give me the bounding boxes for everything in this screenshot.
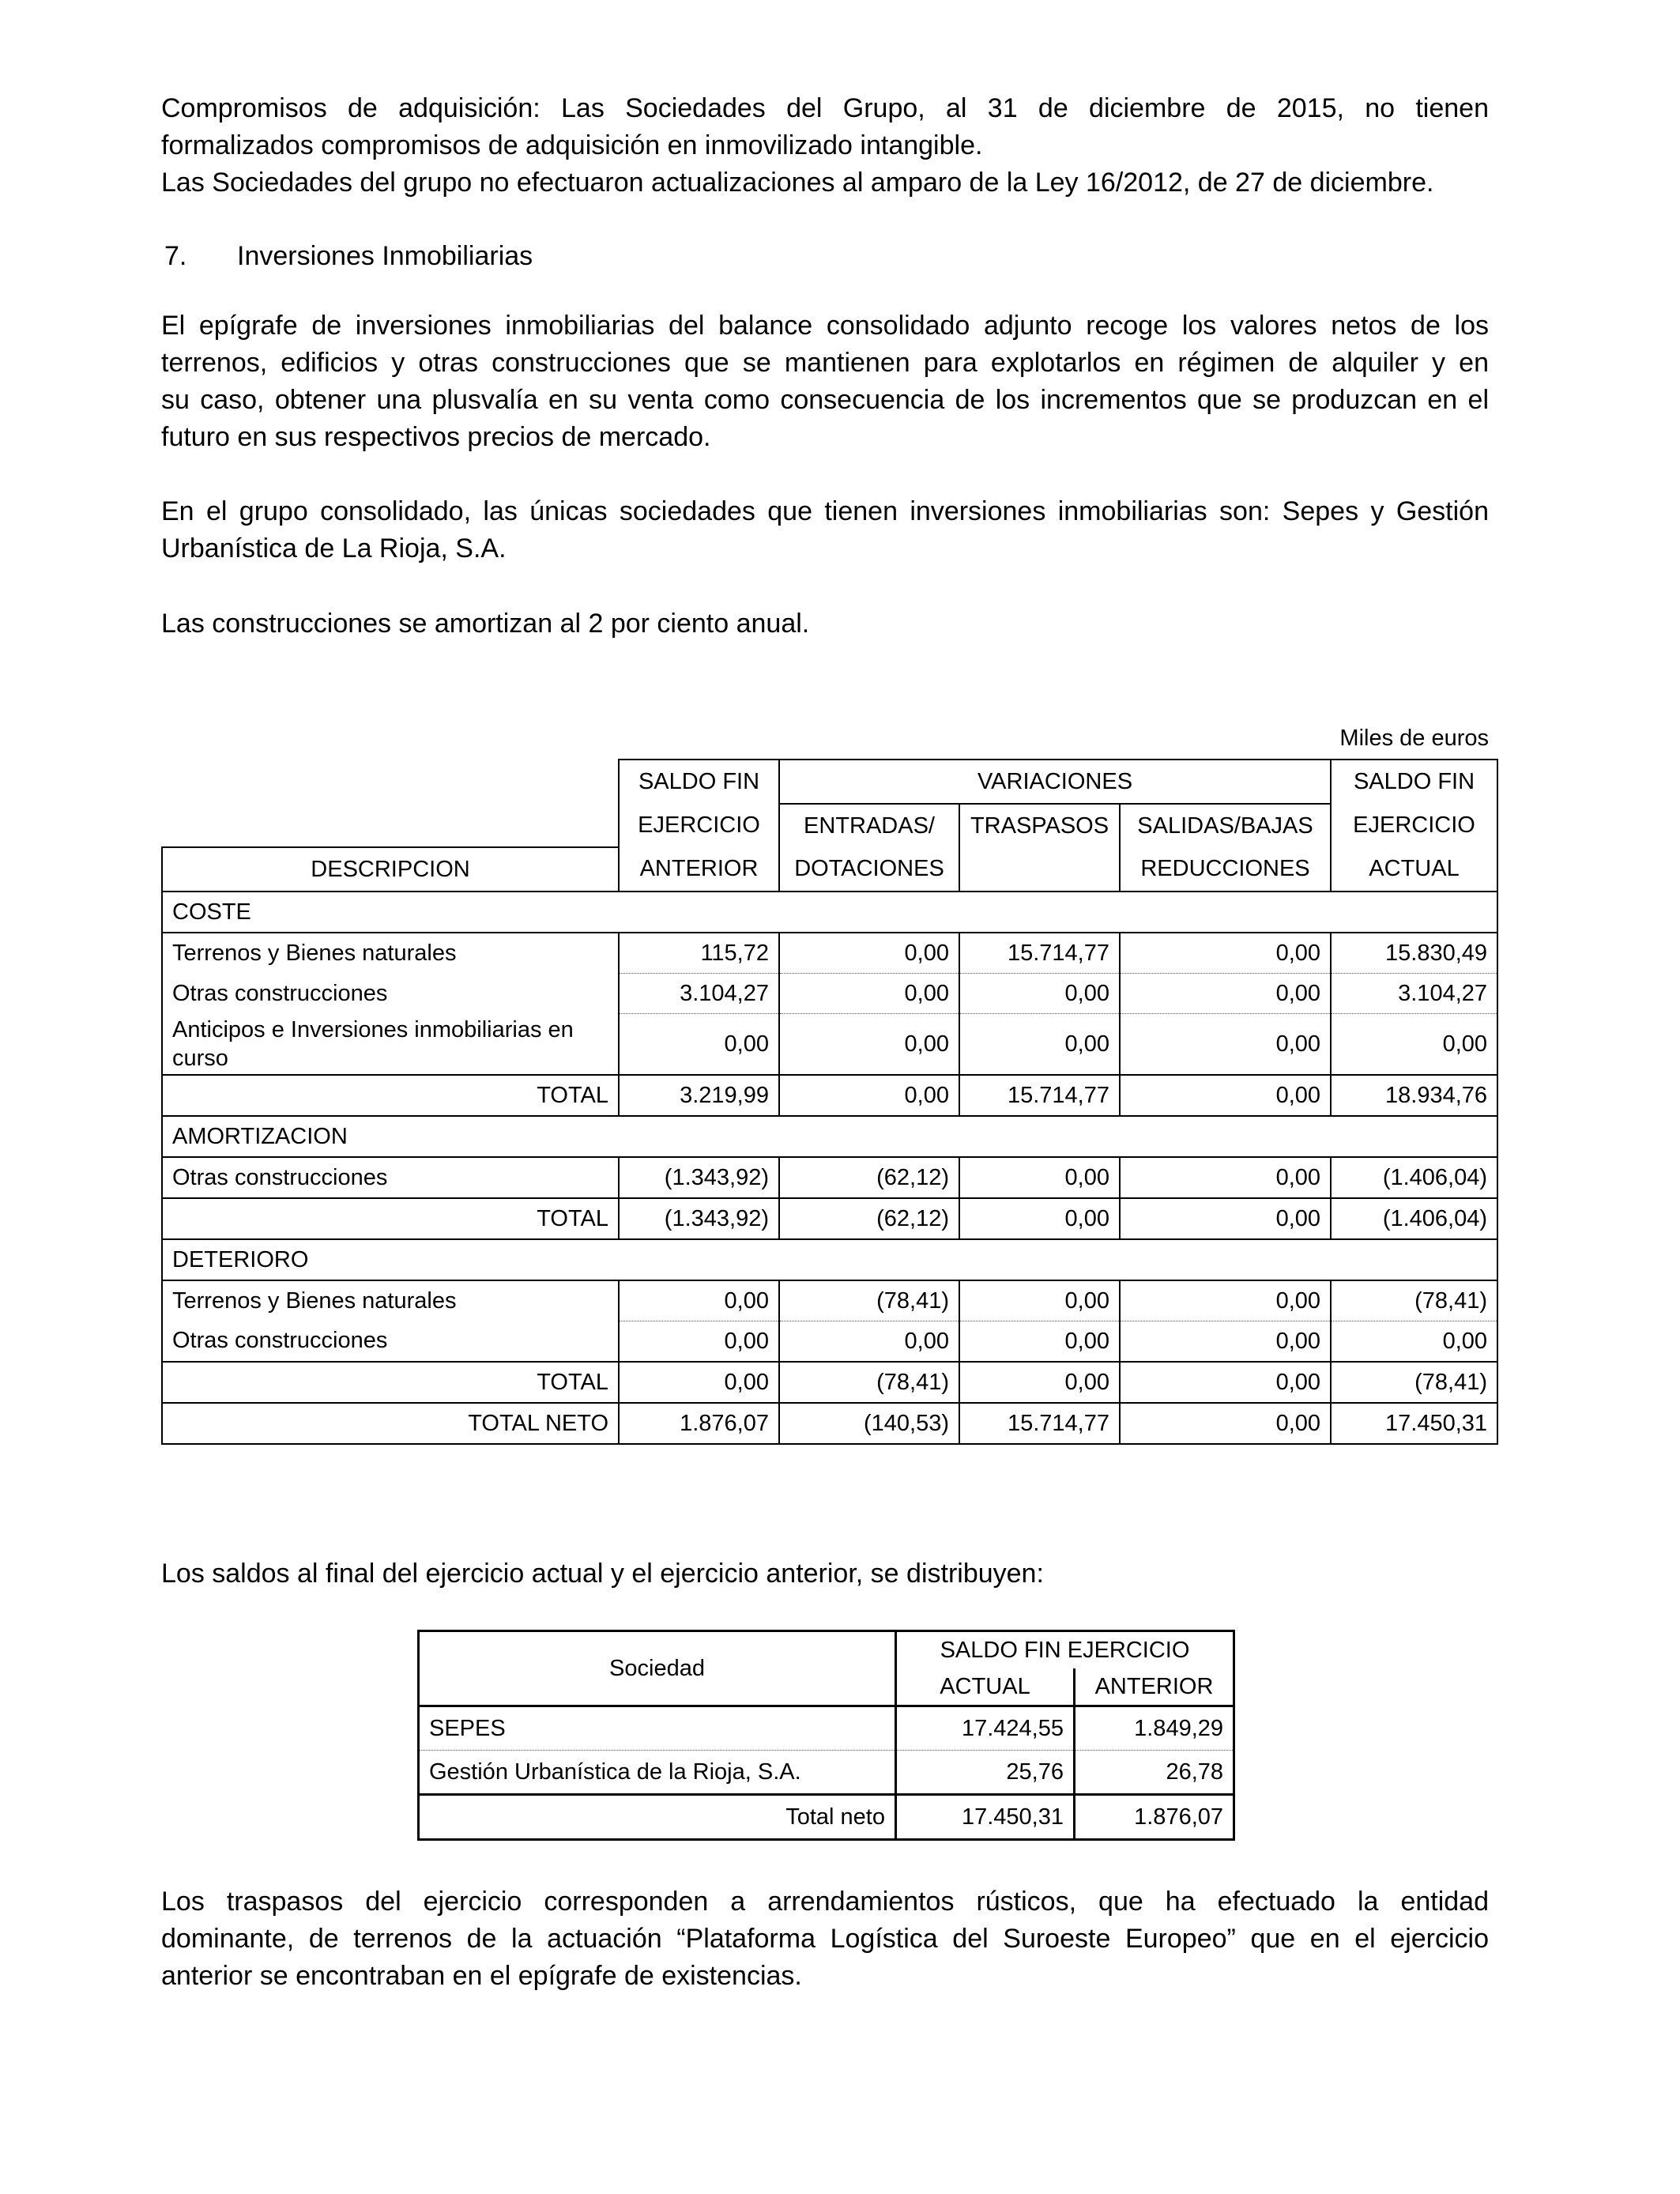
value-cell: (62,12) (779, 1198, 959, 1239)
value-cell: 0,00 (779, 1014, 959, 1076)
units-label: Miles de euros (1339, 726, 1489, 751)
value-cell: 0,00 (1120, 1321, 1331, 1363)
paragraph-line: Los traspasos del ejercicio corresponden a arrendamientos rústicos, que ha efectuado la entidad (161, 1887, 1489, 1917)
value-cell: 15.830,49 (1331, 933, 1497, 974)
paragraph-line: terrenos, edificios y otras construcciones que se mantienen para explotarlos en régimen de alquiler y en (161, 348, 1489, 378)
value-cell: 0,00 (619, 1014, 779, 1076)
paragraph-companies (161, 493, 1489, 567)
value-cell: 0,00 (1120, 933, 1331, 974)
value-cell: (78,41) (1331, 1280, 1497, 1321)
paragraph-line: Los saldos al final del ejercicio actual y el ejercicio anterior, se distribuyen: (161, 1559, 1044, 1589)
header-entradas: ENTRADAS/ (779, 804, 959, 847)
paragraph-line: su caso, obtener una plusvalía en su venta como consecuencia de los incrementos que se produzcan en el (161, 385, 1489, 415)
value-cell: 3.104,27 (619, 974, 779, 1014)
value-cell: 17.424,55 (896, 1706, 1075, 1751)
value-cell: 0,00 (959, 1157, 1120, 1198)
value-cell: 0,00 (1120, 1280, 1331, 1321)
header-ejercicio: EJERCICIO (1331, 804, 1497, 847)
value-cell: 0,00 (1120, 1362, 1331, 1403)
row-description: Terrenos y Bienes naturales (162, 1280, 619, 1321)
value-cell: 0,00 (1331, 1014, 1497, 1076)
value-cell: 0,00 (1120, 974, 1331, 1014)
value-cell: 1.849,29 (1075, 1706, 1234, 1751)
header-actual: ACTUAL (1331, 847, 1497, 892)
paragraph-line: futuro en sus respectivos precios de mercado. (161, 422, 711, 452)
value-cell: 0,00 (959, 974, 1120, 1014)
table-row (419, 1751, 1234, 1795)
value-cell: 25,76 (896, 1751, 1075, 1795)
value-cell: (1.406,04) (1331, 1198, 1497, 1239)
value-cell: 0,00 (619, 1280, 779, 1321)
value-cell: 15.714,77 (959, 933, 1120, 974)
value-cell: 0,00 (1120, 1403, 1331, 1444)
value-cell: 17.450,31 (1331, 1403, 1497, 1444)
value-cell: 15.714,77 (959, 1403, 1120, 1444)
row-description: Anticipos e Inversiones inmobiliarias en curso (162, 1014, 619, 1076)
value-cell: 0,00 (959, 1198, 1120, 1239)
header-anterior: ANTERIOR (1075, 1668, 1234, 1706)
header-dotaciones: DOTACIONES (779, 847, 959, 892)
value-cell: 26,78 (1075, 1751, 1234, 1795)
header-variaciones: VARIACIONES (779, 760, 1331, 804)
value-cell: 3.104,27 (1331, 974, 1497, 1014)
value-cell: 18.934,76 (1331, 1075, 1497, 1116)
table-row (162, 974, 1497, 1014)
header-descripcion: DESCRIPCION (162, 847, 619, 892)
table-row (419, 1706, 1234, 1751)
value-cell: 0,00 (619, 1362, 779, 1403)
total-neto-row (162, 1403, 1497, 1444)
intro-paragraph (161, 90, 1489, 202)
value-cell: 0,00 (779, 1075, 959, 1116)
value-cell: 0,00 (619, 1321, 779, 1363)
value-cell: (1.406,04) (1331, 1157, 1497, 1198)
header-traspasos: TRASPASOS (959, 804, 1120, 847)
section-label-coste: COSTE (162, 892, 1497, 933)
table-row (162, 1280, 1497, 1321)
header-salidas: SALIDAS/BAJAS (1120, 804, 1331, 847)
header-saldo-fin-ejercicio: SALDO FIN EJERCICIO (896, 1631, 1234, 1669)
header-saldo-fin-anterior: SALDO FIN (619, 760, 779, 804)
table-row (162, 1157, 1497, 1198)
value-cell: 0,00 (779, 1321, 959, 1363)
value-cell: 0,00 (779, 974, 959, 1014)
company-name: Gestión Urbanística de la Rioja, S.A. (429, 1759, 801, 1785)
total-row (162, 1198, 1497, 1239)
header-actual: ACTUAL (896, 1668, 1075, 1706)
row-description: Otras construcciones (162, 974, 619, 1014)
header-reducciones: REDUCCIONES (1120, 847, 1331, 892)
table-row (162, 1321, 1497, 1363)
table-row (162, 1014, 1497, 1076)
intro-line: Las Sociedades del grupo no efectuaron actualizaciones al amparo de la Ley 16/2012, de 27 de diciembre. (161, 168, 1434, 198)
paragraph-distribution (161, 1555, 1489, 1593)
total-neto-label: TOTAL NETO (162, 1403, 619, 1444)
total-row (162, 1075, 1497, 1116)
value-cell: 0,00 (1331, 1321, 1497, 1363)
row-description: Otras construcciones (162, 1321, 619, 1363)
paragraph-line: Las construcciones se amortizan al 2 por ciento anual. (161, 609, 810, 639)
paragraph-traspasos (161, 1883, 1489, 1995)
value-cell: 115,72 (619, 933, 779, 974)
paragraph-amortization (161, 605, 1489, 643)
value-cell: 0,00 (1120, 1157, 1331, 1198)
table-row (162, 933, 1497, 974)
value-cell: (78,41) (779, 1362, 959, 1403)
value-cell: 0,00 (959, 1321, 1120, 1363)
intro-line: formalizados compromisos de adquisición en inmovilizado intangible. (161, 130, 983, 160)
paragraph-line: Urbanística de La Rioja, S.A. (161, 533, 507, 564)
row-description: Terrenos y Bienes naturales (162, 933, 619, 974)
value-cell: 0,00 (1120, 1075, 1331, 1116)
distribution-table (417, 1630, 1235, 1841)
header-saldo-fin-actual: SALDO FIN (1331, 760, 1497, 804)
header-ejercicio: EJERCICIO (619, 804, 779, 847)
paragraph-line: En el grupo consolidado, las únicas sociedades que tienen inversiones inmobiliarias son: Sepes y Gestión (161, 496, 1489, 526)
header-anterior: ANTERIOR (619, 847, 779, 892)
value-cell: (140,53) (779, 1403, 959, 1444)
section-number: 7. (164, 241, 187, 271)
value-cell: (62,12) (779, 1157, 959, 1198)
investments-table (161, 759, 1498, 1445)
total-label: TOTAL (162, 1075, 619, 1116)
value-cell: (78,41) (1331, 1362, 1497, 1403)
value-cell: 0,00 (1120, 1014, 1331, 1076)
value-cell: 1.876,07 (1075, 1795, 1234, 1840)
value-cell: 1.876,07 (619, 1403, 779, 1444)
value-cell: 17.450,31 (896, 1795, 1075, 1840)
value-cell: 0,00 (959, 1014, 1120, 1076)
row-description: Otras construcciones (162, 1157, 619, 1198)
paragraph-description (161, 307, 1489, 456)
value-cell: (1.343,92) (619, 1198, 779, 1239)
paragraph-line: dominante, de terrenos de la actuación “Plataforma Logística del Suroeste Europeo” que en el ejercicio (161, 1924, 1489, 1954)
intro-line: Compromisos de adquisición: Las Sociedades del Grupo, al 31 de diciembre de 2015, no tienen (161, 93, 1489, 123)
paragraph-line: El epígrafe de inversiones inmobiliarias del balance consolidado adjunto recoge los valores netos de los (161, 311, 1489, 341)
total-row (419, 1795, 1234, 1840)
paragraph-line: anterior se encontraban en el epígrafe de existencias. (161, 1961, 802, 1991)
total-label: Total neto (419, 1795, 896, 1840)
value-cell: 15.714,77 (959, 1075, 1120, 1116)
section-title: Inversiones Inmobiliarias (237, 241, 533, 271)
section-heading (164, 238, 533, 275)
total-label: TOTAL (162, 1362, 619, 1403)
section-label-amortizacion: AMORTIZACION (162, 1116, 1497, 1157)
value-cell: (1.343,92) (619, 1157, 779, 1198)
section-label-deterioro: DETERIORO (162, 1239, 1497, 1280)
value-cell: 0,00 (779, 933, 959, 974)
header-sociedad: Sociedad (609, 1655, 705, 1681)
value-cell: 0,00 (959, 1362, 1120, 1403)
company-name: SEPES (419, 1706, 896, 1751)
value-cell: 3.219,99 (619, 1075, 779, 1116)
value-cell: 0,00 (959, 1280, 1120, 1321)
value-cell: (78,41) (779, 1280, 959, 1321)
value-cell: 0,00 (1120, 1198, 1331, 1239)
total-label: TOTAL (162, 1198, 619, 1239)
total-row (162, 1362, 1497, 1403)
